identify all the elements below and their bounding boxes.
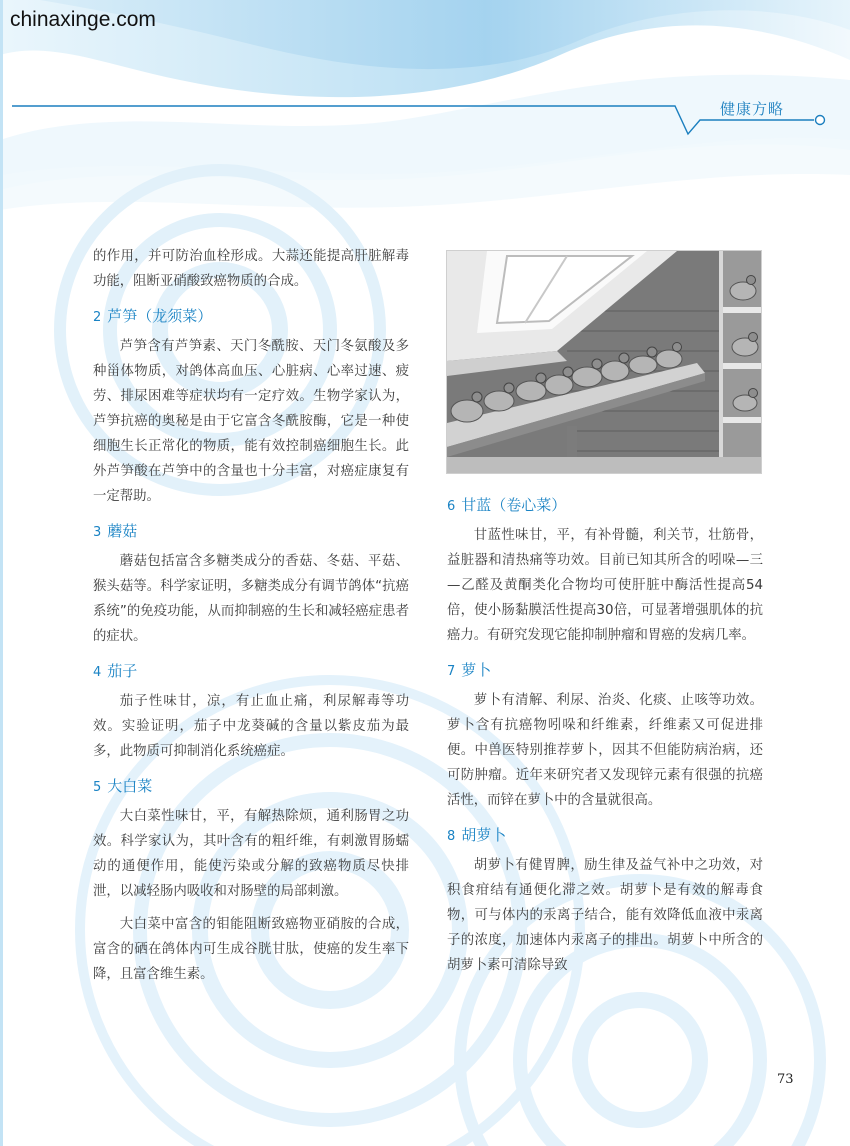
section-heading-kale bbox=[447, 493, 763, 519]
right-column bbox=[447, 493, 763, 978]
section-number: 7 bbox=[447, 664, 456, 679]
section-heading-asparagus bbox=[93, 304, 409, 330]
section-paragraph: 芦笋含有芦笋素、天门冬酰胺、天门冬氨酸及多种甾体物质，对鸽体高血压、心脏病、心率过速、疲劳、排尿困难等症状均有一定疗效。生物学家认为，芦笋抗癌的奥秘是由于它富含冬酰胺酶，它是一种使细胞生长正常化的物质，能有效控制癌细胞生长。此外芦笋酸在芦笋中的含量也十分丰富，对癌症康复有一定帮助。 bbox=[93, 339, 409, 504]
section-paragraph: 大白菜性味甘，平，有解热除烦，通利肠胃之功效。科学家认为，其叶含有的粗纤维，有刺激胃肠蠕动的通便作用，能使污染或分解的致癌物质尽快排泄，以减轻肠内吸收和对肠壁的局部刺激。 bbox=[93, 809, 409, 899]
section-number: 8 bbox=[447, 829, 456, 844]
section-title: 胡萝卜 bbox=[461, 826, 507, 844]
section-title: 甘蓝（卷心菜） bbox=[461, 496, 567, 514]
section-heading-cabbage bbox=[93, 774, 409, 800]
section-paragraph: 萝卜有清解、利尿、治炎、化痰、止咳等功效。萝卜含有抗癌物吲哚和纤维素，纤维素又可促进排便。中兽医特别推荐萝卜，因其不但能防病治病，还可防肿瘤。近年来研究者又发现锌元素有很强的抗癌活性，而锌在萝卜中的含量就很高。 bbox=[447, 693, 763, 808]
section-heading-mushroom bbox=[93, 519, 409, 545]
section-paragraph: 茄子性味甘，凉，有止血止痛，利尿解毒等功效。实验证明，茄子中龙葵碱的含量以紫皮茄为最多，此物质可抑制消化系统癌症。 bbox=[93, 694, 409, 759]
section-heading-eggplant bbox=[93, 659, 409, 685]
section-heading-radish bbox=[447, 658, 763, 684]
section-paragraph: 蘑菇包括富含多糖类成分的香菇、冬菇、平菇、猴头菇等。科学家证明，多糖类成分有调节鸽体“抗癌系统”的免疫功能，从而抑制癌的生长和减轻癌症患者的症状。 bbox=[93, 554, 409, 644]
section-paragraph: 甘蓝性味甘，平，有补骨髓，利关节，壮筋骨，益脏器和清热痛等功效。目前已知其所含的吲哚—三—乙醛及黄酮类化合物均可使肝脏中酶活性提高54倍，使小肠黏膜活性提高30倍，可显著增强肌体的抗癌力。有研究发现它能抑制肿瘤和胃癌的发病几率。 bbox=[447, 528, 763, 643]
pigeons-photo bbox=[446, 250, 762, 474]
section-title: 大白菜 bbox=[107, 777, 153, 795]
section-number: 4 bbox=[93, 665, 102, 680]
section-tag: 健康方略 bbox=[719, 100, 784, 118]
pigeon-loft-image bbox=[447, 251, 762, 474]
section-number: 5 bbox=[93, 780, 102, 795]
site-watermark: chinaxinge.com bbox=[10, 8, 156, 31]
left-column bbox=[93, 244, 409, 987]
page-number: 73 bbox=[777, 1072, 794, 1087]
section-number: 3 bbox=[93, 525, 102, 540]
section-title: 芦笋（龙须菜） bbox=[107, 307, 213, 325]
section-number: 2 bbox=[93, 310, 102, 325]
section-title: 蘑菇 bbox=[107, 522, 138, 540]
section-number: 6 bbox=[447, 499, 456, 514]
section-paragraph: 胡萝卜有健胃脾，励生律及益气补中之功效，对积食疳结有通便化滞之效。胡萝卜是有效的解毒食物，可与体内的汞离子结合，能有效降低血液中汞离子的浓度，加速体内汞离子的排出。胡萝卜中所含的胡萝卜素可清除导致 bbox=[447, 858, 763, 973]
section-title: 茄子 bbox=[107, 662, 138, 680]
section-heading-carrot bbox=[447, 823, 763, 849]
section-paragraph: 大白菜中富含的钼能阻断致癌物亚硝胺的合成，富含的硒在鸽体内可生成谷胱甘肽，使癌的发生率下降，且富含维生素。 bbox=[93, 917, 409, 982]
intro-paragraph: 的作用，并可防治血栓形成。大蒜还能提高肝脏解毒功能，阻断亚硝酸致癌物质的合成。 bbox=[93, 249, 409, 289]
section-title: 萝卜 bbox=[461, 661, 492, 679]
